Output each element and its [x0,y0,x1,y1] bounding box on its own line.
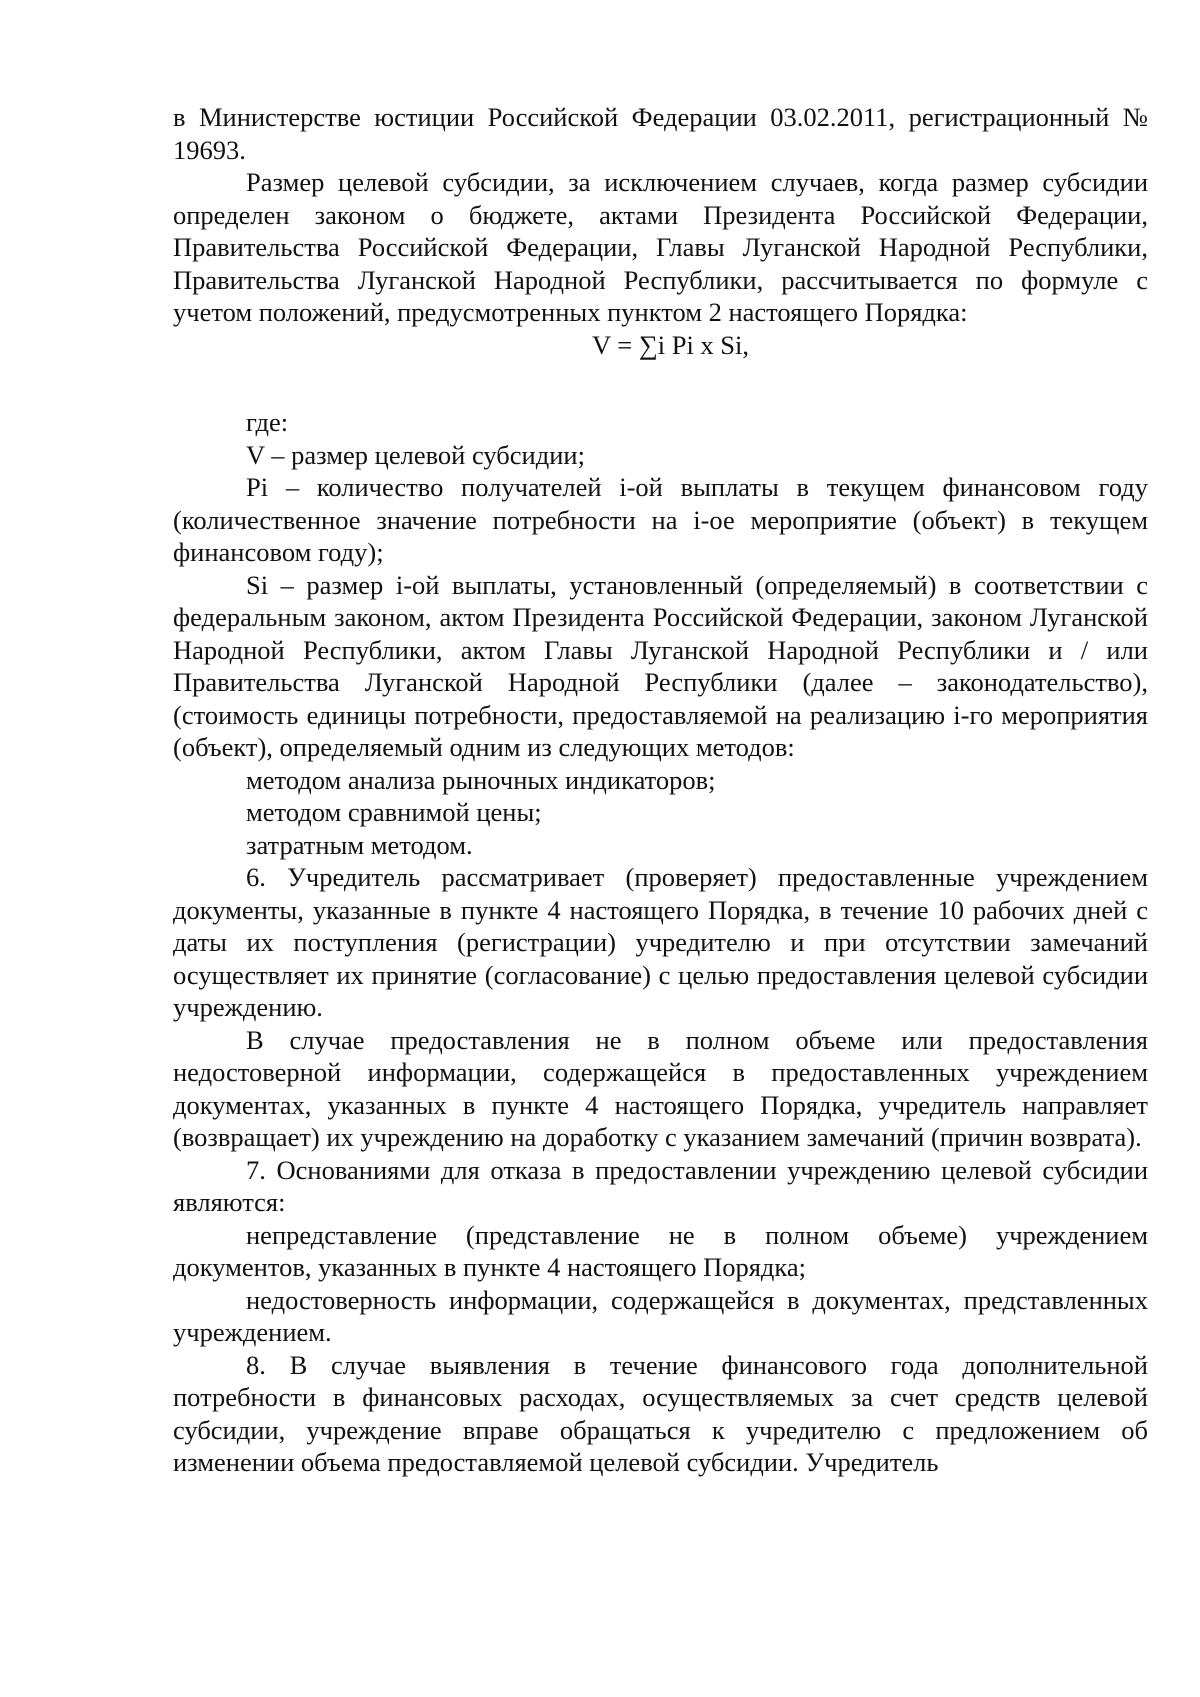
definition-pi: Pi – количество получателей i-ой выплаты в текущем финансовом году (количественное значение потребности на i-ое мероприятие (объект) в текущем финансовом году); [173,472,1148,567]
paragraph-item-7: 7. Основаниями для отказа в предоставлении учреждению целевой субсидии являются: [173,1154,1148,1217]
paragraph-subsidy-size: Размер целевой субсидии, за исключением случаев, когда размер субсидии определен законом о бюджете, актами Президента Российской Федерации, Правительства Российской Федерации, Главы Луганской Народной Республики, Правительства Луганской Народной Республики, рассчитывается по формуле с учетом положений, предусмотренных пунктом 2 настоящего Порядка: [173,167,1148,327]
definition-si: Si – размер i-ой выплаты, установленный (определяемый) в соответствии с федеральным законом, актом Президента Российской Федерации, законом Луганской Народной Республики, актом Главы Луганской Народной Республики и / или Правительства Луганской Народной Республики (далее – законодательство), (стоимость единицы потребности, предоставляемой на реализацию i-го мероприятия (объект), определяемый одним из следующих методов: [173,569,1148,762]
formula: V = ∑i Pi x Si, [591,329,750,360]
method-cost: затратным методом. [246,829,473,860]
paragraph-item-8: 8. В случае выявления в течение финансового года дополнительной потребности в финансовых расходах, осуществляемых за счет средств целевой субсидии, учреждение вправе обращаться к учредителю с предложением об изменении объема предоставляемой целевой субсидии. Учредитель [173,1349,1148,1477]
refusal-reason-unreliable: недостоверность информации, содержащейся в документах, представленных учреждением. [173,1284,1148,1347]
formula-spacer [173,361,1148,406]
paragraph-item-6: 6. Учредитель рассматривает (проверяет) предоставленные учреждением документы, указанные в пункте 4 настоящего Порядка, в течение 10 рабочих дней с даты их поступления (регистрации) учредителю и при отсутствии замечаний осуществляет их принятие (согласование) с целью предоставления целевой субсидии учреждению. [173,862,1148,1022]
paragraph-registration: в Министерстве юстиции Российской Федерации 03.02.2011, регистрационный № 19693. [173,102,1148,165]
paragraph-incomplete-submission: В случае предоставления не в полном объеме или предоставления недостоверной информации, содержащейся в предоставленных учреждением документах, указанных в пункте 4 настоящего Порядка, учредитель направляет (возвращает) их учреждению на доработку с указанием замечаний (причин возврата). [173,1024,1148,1152]
definition-v: V – размер целевой субсидии; [246,439,585,470]
method-market-indicators: методом анализа рыночных индикаторов; [246,764,716,795]
refusal-reason-nonsubmission: непредставление (представление не в полном объеме) учреждением документов, указанных в пункте 4 настоящего Порядка; [173,1219,1148,1282]
document-page [173,101,1148,1479]
paragraph-where: где: [246,407,289,437]
method-comparable-price: методом сравнимой цены; [246,797,542,827]
